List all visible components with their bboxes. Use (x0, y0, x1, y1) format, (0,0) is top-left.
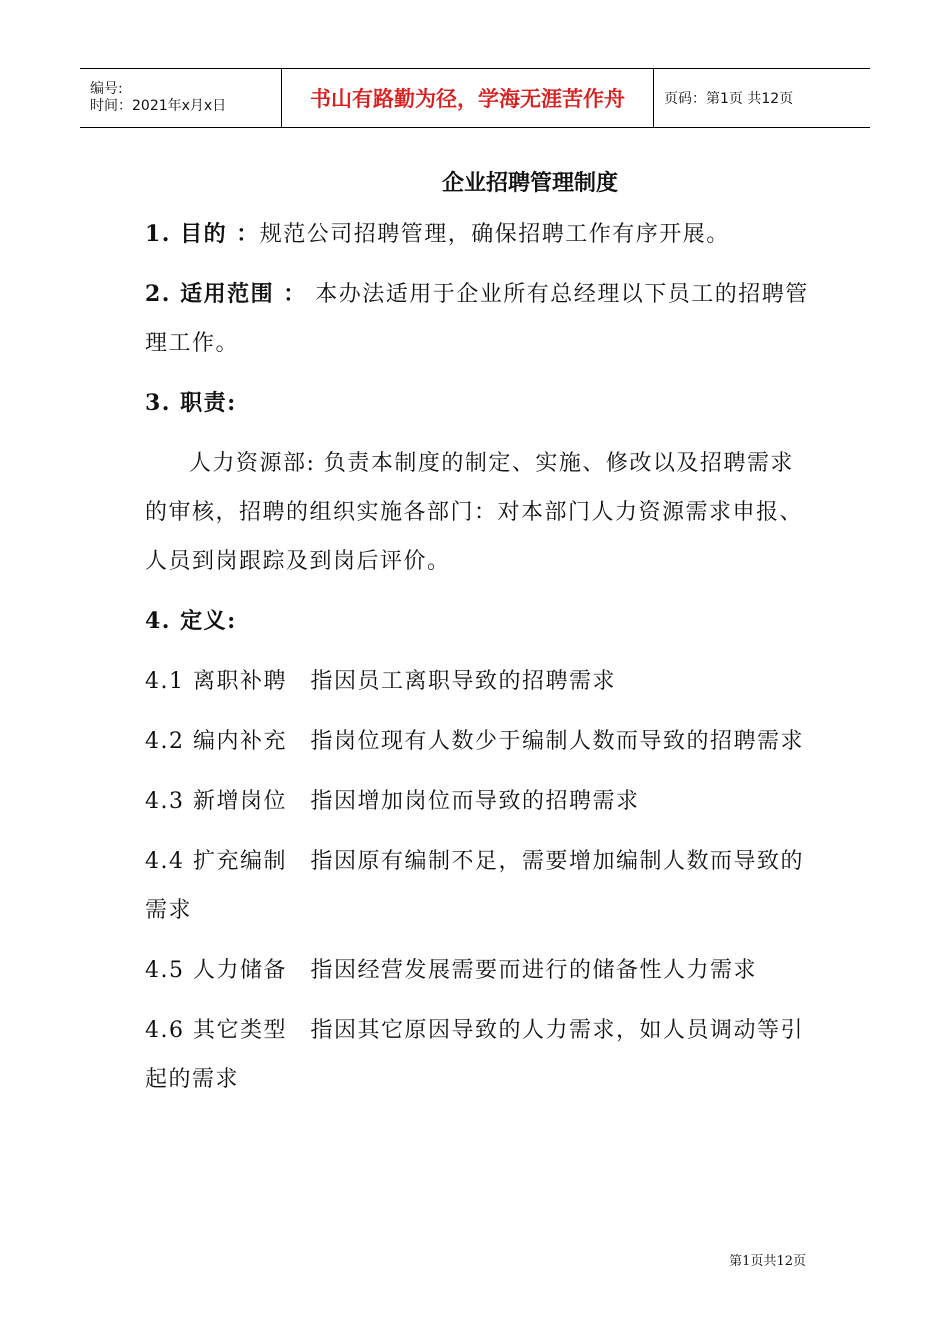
definition-item: 4.1 离职补聘 指因员工离职导致的招聘需求 (145, 669, 616, 694)
header-page-info: 页码：第1页 共12页 (664, 91, 794, 107)
section-text: 规范公司招聘管理，确保招聘工作有序开展。 (259, 222, 730, 247)
section-heading: 4. 定义: (145, 608, 237, 634)
document-title: 企业招聘管理制度 (441, 171, 618, 196)
definition-item: 4.4 扩充编制 指因原有编制不足，需要增加编制人数而导致的需求 (145, 849, 804, 923)
section-purpose (145, 210, 810, 259)
section-scope (145, 270, 810, 368)
section-heading: 3. 职责: (145, 390, 237, 416)
header-motto: 书山有路勤为径，学海无涯苦作舟 (282, 69, 654, 127)
header-meta (80, 69, 282, 127)
page-footer: 第1页共12页 (729, 1254, 806, 1269)
time-label: 时间：2021年x月x日 (90, 98, 227, 114)
section-text: 本办法适用于企业所有总经理以下员工的招聘管理工作。 (145, 282, 809, 356)
page-header (80, 68, 870, 128)
section-heading: 2. 适用范围 ： (145, 281, 307, 307)
definition-item: 4.3 新增岗位 指因增加岗位而导致的招聘需求 (145, 789, 640, 814)
definition-item: 4.6 其它类型 指因其它原因导致的人力需求，如人员调动等引起的需求 (145, 1018, 804, 1092)
section-text: 人力资源部: 负责本制度的制定、实施、修改以及招聘需求的审核，招聘的组织实施各部门：对本部门人力资源需求申报、人员到岗跟踪及到岗后评价。 (145, 451, 804, 574)
document-body (145, 210, 810, 1104)
section-heading: 1. 目的 ： (145, 221, 260, 247)
definition-item: 4.2 编内补充 指岗位现有人数少于编制人数而导致的招聘需求 (145, 729, 804, 754)
definition-item: 4.5 人力储备 指因经营发展需要而进行的储备性人力需求 (145, 958, 757, 983)
code-label: 编号: (90, 81, 123, 97)
